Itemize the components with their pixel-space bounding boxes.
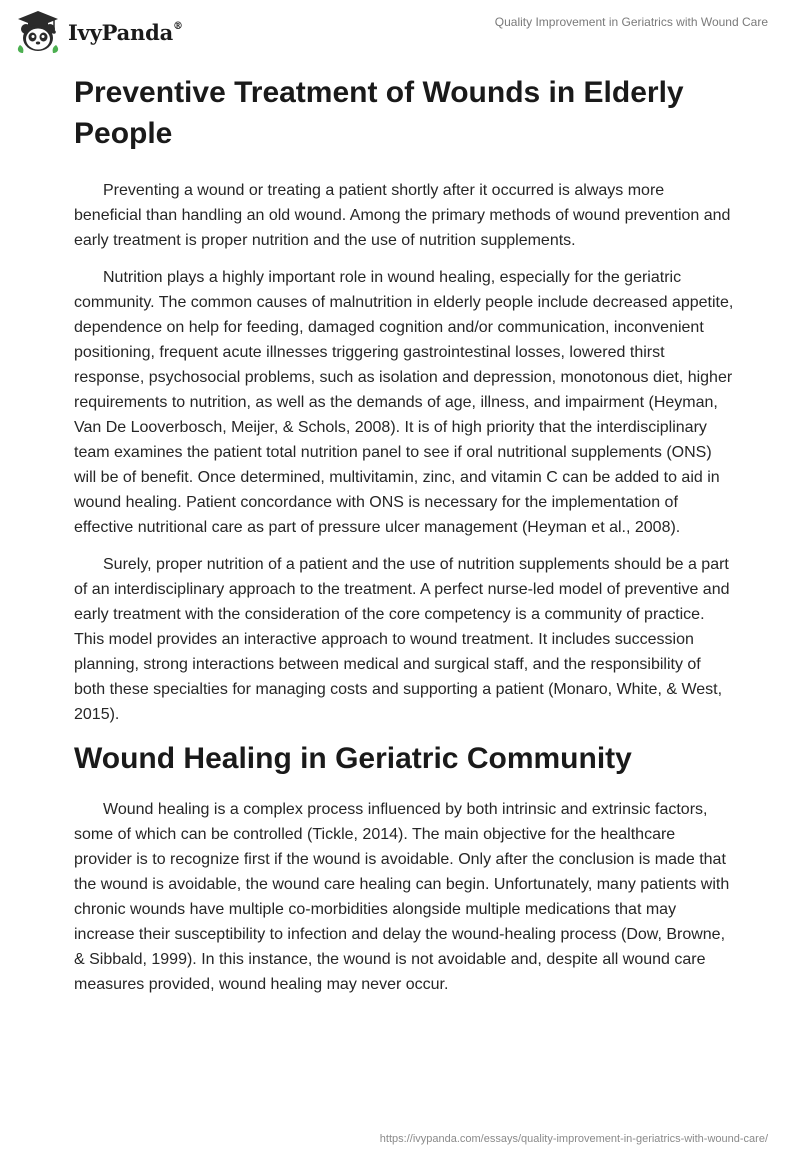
page-header (0, 0, 800, 70)
section-heading: Wound Healing in Geriatric Community (74, 742, 632, 775)
registered-mark: ® (173, 20, 183, 32)
section-wound-healing (74, 739, 734, 997)
paragraph: Surely, proper nutrition of a patient and the use of nutrition supplements should be a part of an interdisciplinary approach to the treatment. A perfect nurse-led model of preventive and early treatment with the consideration of the core competency is a community of practice. This model provides an interactive approach to wound treatment. It includes succession planning, strong interactions between medical and surgical staff, and the responsibility of both these specialties for managing costs and supporting a patient (Monaro, White, & West, 2015). (74, 556, 730, 723)
essay-content (74, 72, 734, 1009)
source-url[interactable]: https://ivypanda.com/essays/quality-improvement-in-geriatrics-with-wound-care/ (379, 1133, 768, 1145)
paragraph: Preventing a wound or treating a patient shortly after it occurred is always more beneficial than handling an old wound. Among the primary methods of wound prevention and early treatment is proper nutrition and the use of nutrition supplements. (74, 182, 731, 249)
paragraph: Wound healing is a complex process influenced by both intrinsic and extrinsic factors, some of which can be controlled (Tickle, 2014). The main objective for the healthcare provider is to recognize first if the wound is avoidable. Only after the conclusion is made that the wound is avoidable, the wound care healing can begin. Unfortunately, many patients with chronic wounds have multiple co-morbidities alongside multiple medications that may increase their susceptibility to infection and delay the wound-healing process (Dow, Browne, & Sibbald, 1999). In this instance, the wound is not avoidable and, despite all wound care measures provided, wound healing may never occur. (74, 801, 730, 993)
brand-name: IvyPanda® (68, 19, 183, 45)
panda-logo-icon (14, 9, 62, 55)
ivypanda-logo[interactable] (14, 9, 183, 55)
section-preventive-treatment (74, 72, 734, 727)
section-heading: Preventive Treatment of Wounds in Elderly People (74, 76, 684, 150)
document-title: Quality Improvement in Geriatrics with Wound Care (494, 15, 768, 29)
paragraph: Nutrition plays a highly important role in wound healing, especially for the geriatric community. The common causes of malnutrition in elderly people include decreased appetite, dependence on help for feeding, damaged cognition and/or communication, inconvenient positioning, frequent acute illnesses triggering gastrointestinal losses, lowered thirst response, psychosocial problems, such as isolation and depression, monotonous diet, higher requirements to nutrition, as well as the demands of age, illness, and impairment (Heyman, Van De Looverbosch, Meijer, & Schols, 2008). It is of high priority that the interdisciplinary team examines the patient total nutrition panel to see if oral nutritional supplements (ONS) will be of benefit. Once determined, multivitamin, zinc, and vitamin C can be added to aid in wound healing. Patient concordance with ONS is necessary for the implementation of effective nutritional care as part of pressure ulcer management (Heyman et al., 2008). (74, 269, 734, 536)
